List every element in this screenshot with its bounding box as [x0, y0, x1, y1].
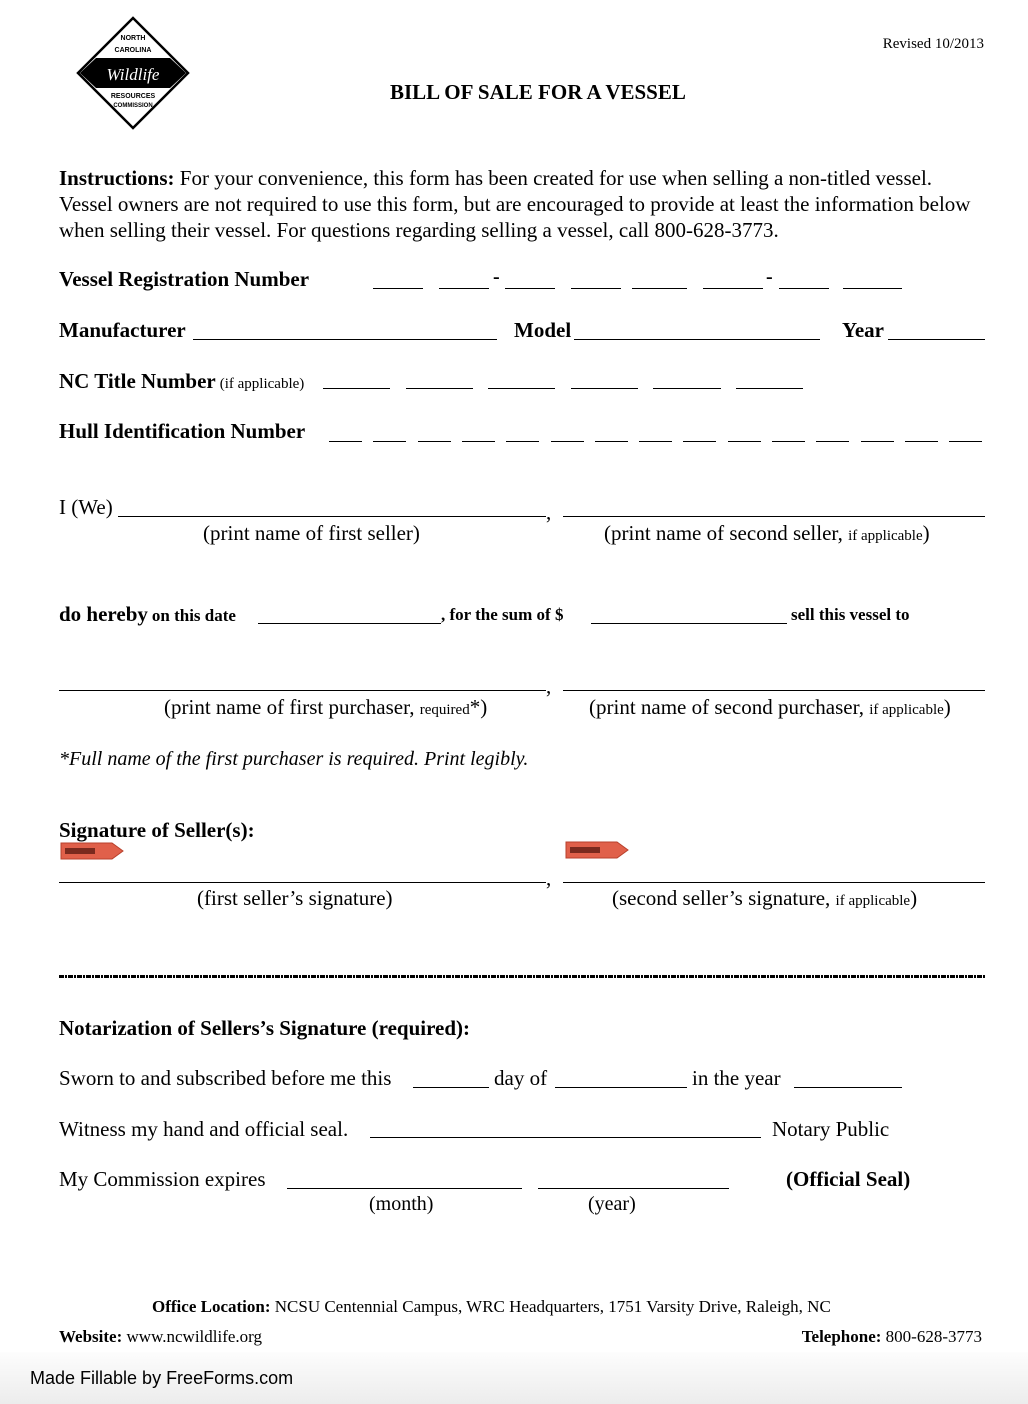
model-field[interactable] — [574, 339, 820, 340]
hull-id-segment-6[interactable] — [551, 441, 584, 442]
logo-wildlife: Wildlife — [106, 65, 160, 84]
registration-segment-4[interactable] — [571, 288, 621, 289]
commission-month-field[interactable] — [287, 1188, 522, 1189]
manufacturer-label: Manufacturer — [59, 318, 186, 342]
logo-commission: COMMISSION — [113, 103, 153, 109]
manufacturer-field[interactable] — [193, 339, 497, 340]
month-caption: (month) — [369, 1193, 434, 1215]
website — [59, 1327, 262, 1347]
year-label: Year — [842, 318, 884, 342]
official-seal-label: (Official Seal) — [786, 1167, 911, 1191]
registration-dash-1: - — [493, 266, 500, 288]
page-title: BILL OF SALE FOR A VESSEL — [390, 80, 686, 104]
sale-tail: sell this vessel to — [791, 605, 910, 624]
hull-id-segment-12[interactable] — [816, 441, 849, 442]
registration-segment-2[interactable] — [439, 288, 489, 289]
sworn-in-year: in the year — [692, 1066, 781, 1090]
second-seller-signature-qualifier: if applicable — [835, 893, 911, 909]
office-label: Office Location: — [152, 1297, 271, 1316]
first-purchaser-qualifier: required — [419, 702, 470, 718]
second-seller-signature-field[interactable] — [563, 882, 985, 883]
sale-lead-group — [59, 602, 236, 627]
instructions — [59, 165, 989, 243]
signatures-comma: , — [546, 866, 552, 890]
second-purchaser-caption-group — [589, 695, 951, 720]
sale-date-label: on this date — [151, 606, 236, 625]
hull-id-segment-15[interactable] — [949, 441, 982, 442]
first-seller-signature-field[interactable] — [59, 882, 546, 883]
first-seller-signature-caption: (first seller’s signature) — [197, 886, 393, 910]
telephone-label: Telephone: — [801, 1327, 882, 1346]
website-label: Website: — [59, 1327, 123, 1346]
purchasers-comma: , — [546, 674, 552, 698]
registration-segment-5[interactable] — [632, 288, 687, 289]
nc-title-segment-1[interactable] — [323, 388, 390, 389]
model-label: Model — [514, 318, 572, 342]
sellers-comma: , — [546, 500, 552, 524]
commission-label: My Commission expires — [59, 1167, 266, 1191]
sale-sum-label: , for the sum of $ — [441, 605, 564, 624]
nc-title-segment-6[interactable] — [736, 388, 803, 389]
hull-id-segment-9[interactable] — [683, 441, 716, 442]
telephone-value: 800-628-3773 — [881, 1327, 982, 1346]
registration-label: Vessel Registration Number — [59, 267, 310, 291]
sign-here-tag-second[interactable] — [565, 841, 629, 859]
first-seller-caption: (print name of first seller) — [203, 521, 420, 545]
second-seller-signature-caption: (second seller’s signature, — [612, 886, 831, 910]
nc-title-segment-5[interactable] — [653, 388, 721, 389]
revised-date: Revised 10/2013 — [882, 36, 984, 52]
first-seller-name-field[interactable] — [118, 516, 546, 517]
instructions-text: For your convenience, this form has been created for use when selling a non-titled vessel. Vessel owners are not required to use this form, but are encouraged to provide at least the information below when selling their vessel. For questions regarding selling a vessel, call 800-628-3773. — [59, 166, 971, 242]
hull-id-segment-11[interactable] — [772, 441, 805, 442]
registration-segment-3[interactable] — [505, 288, 555, 289]
nc-wildlife-logo-icon — [76, 16, 190, 130]
hull-id-segment-7[interactable] — [595, 441, 628, 442]
first-purchaser-close: *) — [469, 695, 488, 719]
hull-id-segment-3[interactable] — [418, 441, 451, 442]
registration-segment-6[interactable] — [703, 288, 763, 289]
first-purchaser-caption: (print name of first purchaser, — [164, 695, 415, 719]
hull-id-segment-10[interactable] — [728, 441, 761, 442]
sellers-prefix: I (We) — [59, 495, 113, 519]
nc-title-segment-4[interactable] — [571, 388, 638, 389]
first-purchaser-caption-group — [164, 695, 487, 720]
second-seller-qualifier: if applicable — [848, 528, 923, 544]
nc-title-label: NC Title Number — [59, 369, 216, 393]
hull-id-segment-13[interactable] — [861, 441, 894, 442]
notary-heading: Notarization of Sellers’s Signature (required): — [59, 1016, 471, 1040]
second-purchaser-name-field[interactable] — [563, 690, 985, 691]
second-purchaser-caption: (print name of second purchaser, — [589, 695, 864, 719]
sign-here-tag-first[interactable] — [60, 842, 124, 860]
hull-id-segment-2[interactable] — [373, 441, 406, 442]
logo-north: NORTH — [120, 35, 146, 42]
nc-title-label-group — [59, 369, 304, 394]
nc-title-segment-2[interactable] — [406, 388, 473, 389]
second-seller-caption: (print name of second seller, — [604, 521, 843, 545]
second-seller-caption-group — [604, 521, 930, 546]
registration-segment-1[interactable] — [373, 288, 423, 289]
hull-id-segment-1[interactable] — [329, 441, 362, 442]
sale-date-field[interactable] — [258, 623, 441, 624]
hull-id-segment-8[interactable] — [639, 441, 672, 442]
nc-title-segment-3[interactable] — [488, 388, 555, 389]
sworn-day-field[interactable] — [413, 1087, 489, 1088]
sale-sum-field[interactable] — [591, 623, 787, 624]
second-seller-name-field[interactable] — [563, 516, 985, 517]
sworn-lead: Sworn to and subscribed before me this — [59, 1066, 392, 1090]
made-fillable-link[interactable]: Made Fillable by FreeForms.com — [30, 1368, 294, 1388]
hull-id-segment-14[interactable] — [905, 441, 938, 442]
office-location — [152, 1297, 831, 1317]
year-field[interactable] — [888, 339, 985, 340]
second-purchaser-close: ) — [943, 695, 951, 719]
website-link[interactable]: www.ncwildlife.org — [122, 1327, 263, 1346]
registration-segment-7[interactable] — [779, 288, 829, 289]
notary-public-label: Notary Public — [772, 1117, 890, 1141]
commission-year-field[interactable] — [538, 1188, 729, 1189]
sworn-month-field[interactable] — [555, 1087, 687, 1088]
office-value: NCSU Centennial Campus, WRC Headquarters, 1751 Varsity Drive, Raleigh, NC — [270, 1297, 831, 1316]
first-purchaser-name-field[interactable] — [59, 690, 546, 691]
notary-signature-field[interactable] — [370, 1137, 761, 1138]
signature-heading: Signature of Seller(s): — [59, 818, 255, 842]
sworn-year-field[interactable] — [794, 1087, 902, 1088]
sworn-day-of: day of — [494, 1066, 548, 1090]
hull-id-segment-4[interactable] — [462, 441, 495, 442]
logo-carolina: CAROLINA — [114, 47, 152, 54]
second-purchaser-qualifier: if applicable — [869, 702, 944, 718]
registration-segment-8[interactable] — [843, 288, 902, 289]
second-seller-close: ) — [922, 521, 930, 545]
nc-title-qualifier: (if applicable) — [219, 376, 305, 392]
logo-resources: RESOURCES — [110, 93, 156, 100]
witness-label: Witness my hand and official seal. — [59, 1117, 349, 1141]
instructions-label: Instructions: — [59, 166, 175, 190]
second-seller-signature-close: ) — [910, 886, 918, 910]
second-seller-signature-caption-group — [612, 886, 917, 911]
hull-id-label: Hull Identification Number — [59, 419, 306, 443]
purchaser-note: *Full name of the first purchaser is required. Print legibly. — [59, 748, 529, 770]
registration-dash-2: - — [766, 266, 773, 288]
hull-id-segment-5[interactable] — [506, 441, 539, 442]
section-divider — [59, 975, 985, 978]
year-caption: (year) — [588, 1193, 636, 1215]
telephone — [802, 1327, 982, 1347]
sale-lead: do hereby — [59, 602, 148, 626]
